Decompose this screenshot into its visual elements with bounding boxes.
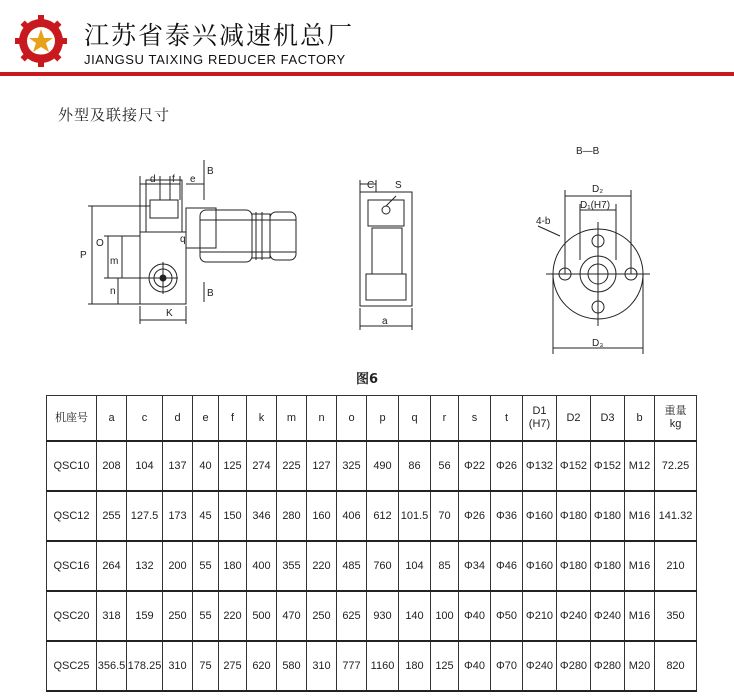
table-cell: 620 <box>247 641 277 691</box>
table-cell: 137 <box>163 441 193 491</box>
table-cell: 200 <box>163 541 193 591</box>
table-header-cell: p <box>367 396 399 442</box>
table-cell: 127 <box>307 441 337 491</box>
table-header-cell: 机座号 <box>47 396 97 442</box>
table-cell: 310 <box>163 641 193 691</box>
table-cell: 101.5 <box>399 491 431 541</box>
dim-label-d2: D₂ <box>592 184 604 195</box>
table-cell: Φ160 <box>523 491 557 541</box>
table-cell: 150 <box>219 491 247 541</box>
table-cell: 625 <box>337 591 367 641</box>
dim-label-4b: 4-b <box>536 216 551 227</box>
table-cell: 1160 <box>367 641 399 691</box>
section-bb-drawing <box>538 190 650 354</box>
table-cell: 318 <box>97 591 127 641</box>
table-cell: 180 <box>219 541 247 591</box>
dim-label-q: q <box>180 234 186 245</box>
table-cell: 104 <box>127 441 163 491</box>
table-cell: Φ22 <box>459 441 491 491</box>
table-cell: 86 <box>399 441 431 491</box>
model-cell: QSC20 <box>47 591 97 641</box>
table-header-cell: t <box>491 396 523 442</box>
table-cell: Φ240 <box>591 591 625 641</box>
table-cell: 208 <box>97 441 127 491</box>
model-cell: QSC10 <box>47 441 97 491</box>
model-cell: QSC16 <box>47 541 97 591</box>
dim-label-k: K <box>166 308 173 319</box>
table-row <box>47 591 697 641</box>
dim-label-c: C <box>367 180 375 191</box>
table-header-cell: D3 <box>591 396 625 442</box>
model-cell: QSC25 <box>47 641 97 691</box>
company-name-en: JIANGSU TAIXING REDUCER FACTORY <box>84 52 346 67</box>
dim-label-p: P <box>80 250 87 261</box>
table-cell: Φ240 <box>523 641 557 691</box>
table-cell: Φ280 <box>557 641 591 691</box>
table-cell: 141.32 <box>655 491 697 541</box>
dim-label-f: f <box>172 174 175 185</box>
table-cell: Φ180 <box>557 541 591 591</box>
dim-label-m: m <box>110 256 119 267</box>
table-cell: Φ26 <box>459 491 491 541</box>
dimension-table <box>46 395 697 692</box>
table-cell: Φ40 <box>459 641 491 691</box>
table-cell: 75 <box>193 641 219 691</box>
table-cell: 210 <box>655 541 697 591</box>
table-cell: Φ152 <box>557 441 591 491</box>
table-cell: 100 <box>431 591 459 641</box>
table-cell: 930 <box>367 591 399 641</box>
table-cell: 250 <box>307 591 337 641</box>
table-cell: Φ180 <box>591 491 625 541</box>
table-cell: 220 <box>307 541 337 591</box>
model-cell: QSC12 <box>47 491 97 541</box>
table-header-cell: d <box>163 396 193 442</box>
table-cell: Φ280 <box>591 641 625 691</box>
table-cell: Φ70 <box>491 641 523 691</box>
table-cell: 400 <box>247 541 277 591</box>
table-header-cell: o <box>337 396 367 442</box>
table-cell: 127.5 <box>127 491 163 541</box>
table-cell: Φ26 <box>491 441 523 491</box>
table-cell: Φ210 <box>523 591 557 641</box>
table-cell: 500 <box>247 591 277 641</box>
table-cell: 350 <box>655 591 697 641</box>
figure-caption: 图6 <box>356 372 379 387</box>
table-cell: 104 <box>399 541 431 591</box>
dim-label-n: n <box>110 286 116 297</box>
dim-label-o: O <box>96 238 104 249</box>
table-header-cell: r <box>431 396 459 442</box>
table-header-cell: f <box>219 396 247 442</box>
dim-label-s: S <box>395 180 402 191</box>
table-header-cell: k <box>247 396 277 442</box>
table-cell: 55 <box>193 591 219 641</box>
table-cell: 490 <box>367 441 399 491</box>
table-header-cell: D1 (H7) <box>523 396 557 442</box>
table-header-cell: n <box>307 396 337 442</box>
table-cell: 70 <box>431 491 459 541</box>
table-cell: 275 <box>219 641 247 691</box>
table-row <box>47 441 697 491</box>
table-cell: Φ46 <box>491 541 523 591</box>
table-cell: 40 <box>193 441 219 491</box>
section-mark-b-top: B <box>207 166 214 177</box>
table-cell: 140 <box>399 591 431 641</box>
table-cell: 180 <box>399 641 431 691</box>
table-cell: Φ36 <box>491 491 523 541</box>
page-header <box>0 0 734 78</box>
table-cell: 346 <box>247 491 277 541</box>
table-cell: 760 <box>367 541 399 591</box>
table-cell: 325 <box>337 441 367 491</box>
table-cell: 485 <box>337 541 367 591</box>
dim-label-e: e <box>190 174 196 185</box>
table-header-cell: b <box>625 396 655 442</box>
table-cell: 56 <box>431 441 459 491</box>
table-cell: M16 <box>625 591 655 641</box>
dim-label-d1: D₁(H7) <box>580 200 611 211</box>
table-cell: M20 <box>625 641 655 691</box>
table-header-cell: D2 <box>557 396 591 442</box>
table-cell: 250 <box>163 591 193 641</box>
table-cell: 777 <box>337 641 367 691</box>
table-header-cell: s <box>459 396 491 442</box>
table-cell: Φ40 <box>459 591 491 641</box>
table-cell: 820 <box>655 641 697 691</box>
table-cell: Φ50 <box>491 591 523 641</box>
dimension-drawings <box>0 140 734 370</box>
table-cell: 72.25 <box>655 441 697 491</box>
table-header-row <box>47 396 697 442</box>
table-cell: 173 <box>163 491 193 541</box>
table-cell: 264 <box>97 541 127 591</box>
dim-label-d: d <box>150 174 156 185</box>
table-cell: Φ180 <box>591 541 625 591</box>
table-cell: Φ34 <box>459 541 491 591</box>
table-cell: 45 <box>193 491 219 541</box>
table-cell: 178.25 <box>127 641 163 691</box>
section-mark-b-bottom: B <box>207 288 214 299</box>
table-cell: 310 <box>307 641 337 691</box>
end-view-drawing <box>360 180 412 330</box>
table-cell: 159 <box>127 591 163 641</box>
table-cell: 612 <box>367 491 399 541</box>
table-row <box>47 491 697 541</box>
table-cell: Φ240 <box>557 591 591 641</box>
section-title: 外型及联接尺寸 <box>58 106 171 124</box>
table-cell: 356.5 <box>97 641 127 691</box>
table-cell: 274 <box>247 441 277 491</box>
table-cell: Φ160 <box>523 541 557 591</box>
table-header-cell: a <box>97 396 127 442</box>
table-cell: Φ180 <box>557 491 591 541</box>
table-row <box>47 541 697 591</box>
table-cell: 125 <box>219 441 247 491</box>
header-divider <box>0 72 734 76</box>
table-cell: 125 <box>431 641 459 691</box>
table-cell: 225 <box>277 441 307 491</box>
company-name-cn: 江苏省泰兴减速机总厂 <box>84 21 355 50</box>
table-cell: 220 <box>219 591 247 641</box>
table-row <box>47 641 697 691</box>
table-cell: 55 <box>193 541 219 591</box>
table-header-cell: c <box>127 396 163 442</box>
table-cell: 255 <box>97 491 127 541</box>
table-header-cell: 重量 kg <box>655 396 697 442</box>
table-cell: 580 <box>277 641 307 691</box>
table-header-cell: e <box>193 396 219 442</box>
table-header-cell: m <box>277 396 307 442</box>
table-cell: M16 <box>625 541 655 591</box>
table-cell: 85 <box>431 541 459 591</box>
table-cell: M16 <box>625 491 655 541</box>
table-cell: M12 <box>625 441 655 491</box>
table-cell: 132 <box>127 541 163 591</box>
table-cell: Φ152 <box>591 441 625 491</box>
gear-star-logo-icon <box>14 14 68 68</box>
dim-label-a: a <box>382 316 388 327</box>
table-cell: 280 <box>277 491 307 541</box>
table-header-cell: q <box>399 396 431 442</box>
section-bb-label: B—B <box>576 146 600 157</box>
table-cell: 160 <box>307 491 337 541</box>
table-cell: Φ132 <box>523 441 557 491</box>
table-cell: 355 <box>277 541 307 591</box>
table-cell: 406 <box>337 491 367 541</box>
dim-label-d3: D₃ <box>592 338 604 349</box>
table-cell: 470 <box>277 591 307 641</box>
